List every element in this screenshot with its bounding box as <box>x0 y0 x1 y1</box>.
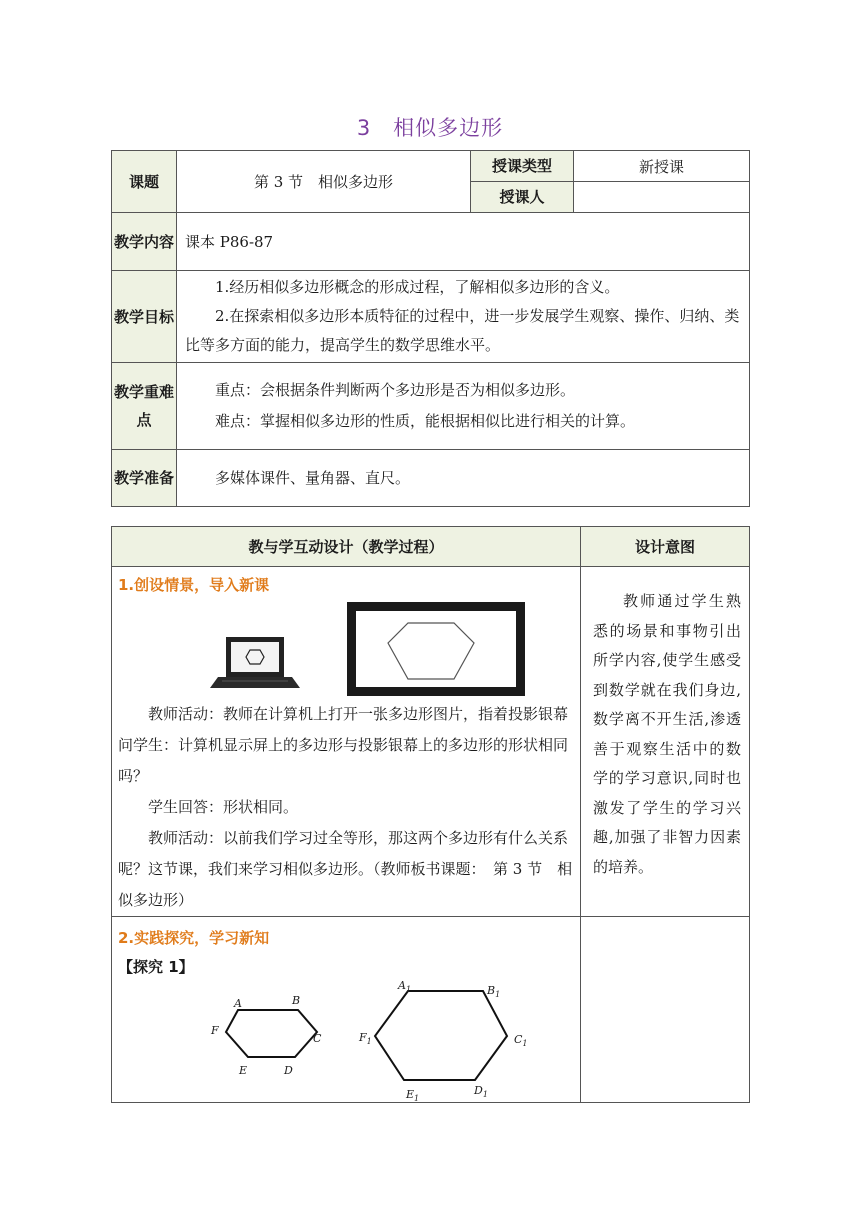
large-hexagon <box>358 981 528 1101</box>
prep-cell <box>177 450 750 507</box>
label-c: C <box>313 1032 322 1045</box>
section1-intent: 教师通过学生熟悉的场景和事物引出所学内容,使学生感受到数学就在我们身边,数学离不开生活,渗透善于观察生活中的数学的学习意识,同时也激发了学生的学习兴趣,加强了非智力因素的培养。 <box>593 592 741 876</box>
goals-cell <box>177 271 750 363</box>
page-title: 3 相似多边形 <box>356 116 504 140</box>
lesson-type-label: 授课类型 <box>471 151 574 182</box>
goal-1: 1.经历相似多边形概念的形成过程，了解相似多边形的含义。 <box>215 278 620 296</box>
explore-1-label: 【探究 1】 <box>118 958 194 976</box>
content-value: 课本 P86-87 <box>177 213 750 271</box>
intro-figure <box>118 599 574 697</box>
process-header: 教与学互动设计（教学过程） <box>112 527 581 567</box>
label-a1: A <box>398 981 406 992</box>
label-f: F <box>211 1024 219 1037</box>
section2-intent-cell <box>581 917 750 1103</box>
teacher-value <box>574 182 750 213</box>
content-label-text: 教学内容 <box>113 232 174 251</box>
label-d1: D <box>474 1084 483 1097</box>
projector-screen-icon <box>347 602 525 696</box>
keypoint-2: 难点：掌握相似多边形的性质，能根据相似比进行相关的计算。 <box>215 412 636 430</box>
laptop-icon <box>210 637 300 688</box>
section1-cell <box>112 567 581 917</box>
section1-heading: 1.创设情景，导入新课 <box>118 576 270 594</box>
keypoints-label: 教学重难点 <box>112 363 177 450</box>
hexagon-figures <box>118 981 578 1101</box>
teaching-process-table <box>111 526 750 1103</box>
topic-label: 课题 <box>112 151 177 213</box>
goal-2: 2.在探索相似多边形本质特征的过程中，进一步发展学生观察、操作、归纳、类比等多方面的能力，提高学生的数学思维水平。 <box>185 307 740 354</box>
intent-header: 设计意图 <box>581 527 750 567</box>
prep-label: 教学准备 <box>112 450 177 507</box>
label-c1: C <box>514 1033 523 1046</box>
laptop-projector-illustration <box>118 599 578 697</box>
label-b: B <box>292 994 301 1007</box>
svg-text:E1: $E_1$ <box>406 1088 420 1101</box>
label-d: D <box>284 1064 293 1077</box>
svg-text:D1: $D_1$ <box>474 1084 488 1099</box>
small-hexagon <box>210 994 322 1077</box>
section2-heading: 2.实践探究，学习新知 <box>118 929 270 947</box>
section1-intent-cell <box>581 567 750 917</box>
lesson-type-value: 新授课 <box>574 151 750 182</box>
content-label <box>112 213 177 271</box>
lesson-info-table <box>111 150 750 507</box>
section1-paragraph-2: 学生回答：形状相同。 <box>148 798 299 816</box>
section1-paragraph-1: 教师活动：教师在计算机上打开一张多边形图片，指着投影银幕问学生：计算机显示屏上的多边形与投影银幕上的多边形的形状相同吗？ <box>118 705 569 785</box>
label-a: A <box>234 997 242 1010</box>
label-f1: F <box>359 1031 367 1044</box>
label-b1: B <box>487 984 496 997</box>
label-e1: E <box>406 1088 415 1101</box>
section1-paragraph-3: 教师活动：以前我们学习过全等形，那这两个多边形有什么关系呢？这节课，我们来学习相似多边形。（教师板书课题： 第 3 节 相似多边形） <box>118 829 573 909</box>
svg-text:A1: $A_1$ <box>398 981 412 994</box>
prep-value: 多媒体课件、量角器、直尺。 <box>215 468 411 487</box>
svg-text:F1: $F_1$ <box>359 1031 372 1046</box>
teacher-label: 授课人 <box>471 182 574 213</box>
section2-cell <box>112 917 581 1103</box>
keypoints-cell <box>177 363 750 450</box>
topic-value: 第 3 节 相似多边形 <box>177 151 471 213</box>
keypoint-1: 重点：会根据条件判断两个多边形是否为相似多边形。 <box>215 381 576 399</box>
svg-text:B1: $B_1$ <box>487 984 501 999</box>
svg-text:C1: $C_1$ <box>514 1033 528 1048</box>
goals-label: 教学目标 <box>112 271 177 363</box>
label-e: E <box>239 1064 248 1077</box>
